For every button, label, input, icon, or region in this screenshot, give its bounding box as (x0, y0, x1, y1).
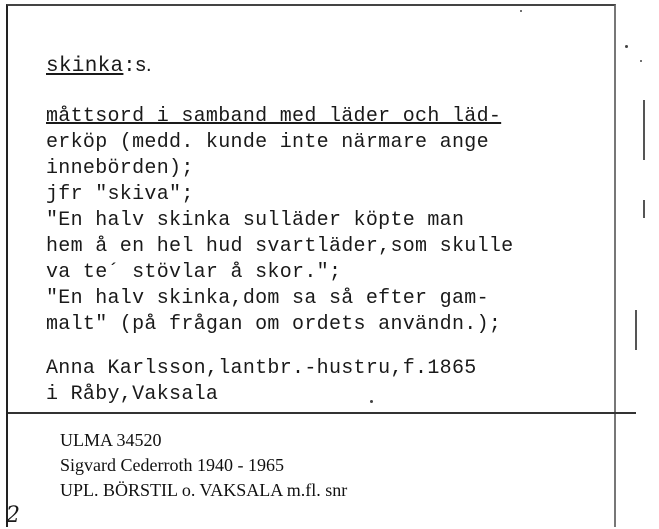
ink-speck (520, 10, 522, 12)
quote-line: "En halv skinka sulläder köpte man (46, 209, 465, 232)
ink-speck (640, 60, 642, 62)
definition-line: innebörden); (46, 157, 194, 180)
card-edge-mark (643, 200, 645, 218)
grammar-label: s. (135, 54, 152, 76)
quote-line: va te´ stövlar å skor."; (46, 261, 342, 284)
quote-line: hem å en hel hud svartläder,som skulle (46, 235, 514, 258)
definition-line: erköp (medd. kunde inte närmare ange (46, 131, 489, 154)
page-number: 2 (6, 503, 20, 528)
quote-line: "En halv skinka,dom sa så efter gam- (46, 287, 489, 310)
location: UPL. BÖRSTIL o. VAKSALA m.fl. snr (60, 480, 348, 500)
archive-footer (60, 428, 347, 503)
card-body (46, 52, 513, 408)
ink-speck (625, 45, 628, 48)
definition-line: måttsord i samband med läder och läd- (46, 105, 502, 128)
headword-separator: : (123, 55, 136, 78)
quote-line: malt" (på frågan om ordets användn.); (46, 313, 502, 336)
headword-line (46, 52, 513, 78)
informant-line: i Råby,Vaksala (46, 383, 219, 406)
reference-line: jfr "skiva"; (46, 183, 194, 206)
footer-divider (8, 412, 636, 414)
informant-line: Anna Karlsson,lantbr.-hustru,f.1865 (46, 357, 477, 380)
card-edge-mark (643, 100, 645, 160)
ink-speck (370, 400, 373, 403)
card-edge-mark (635, 310, 637, 350)
archive-id: ULMA 34520 (60, 430, 162, 450)
headword: skinka (46, 55, 124, 78)
collector: Sigvard Cederroth 1940 - 1965 (60, 455, 284, 475)
